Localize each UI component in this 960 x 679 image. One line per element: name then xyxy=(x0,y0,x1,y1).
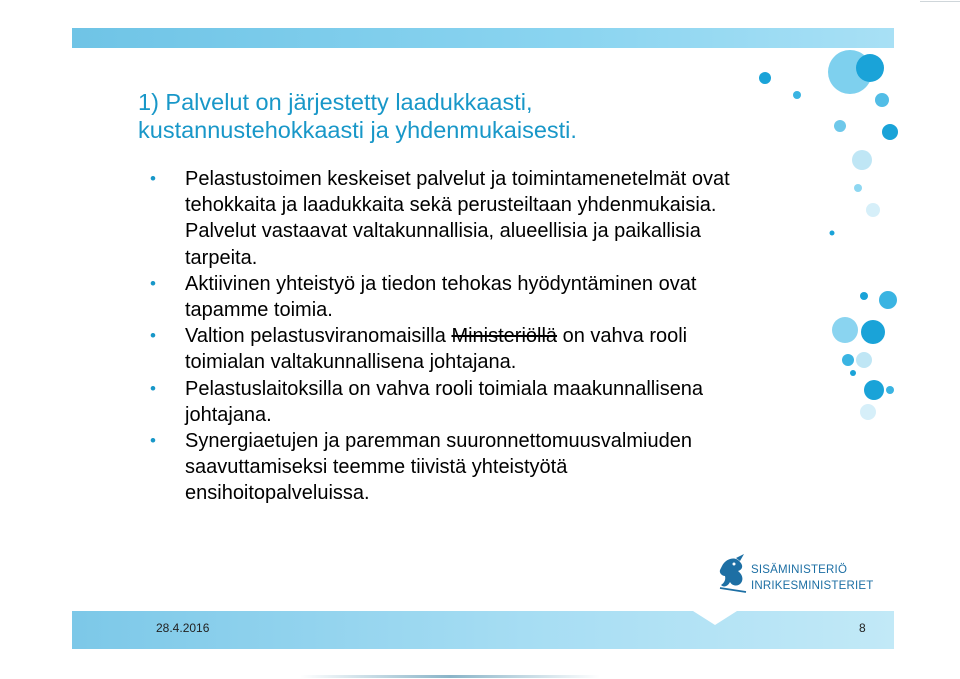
logo-line-2: INRIKESMINISTERIET xyxy=(751,580,874,592)
dot xyxy=(861,320,885,344)
bullet-icon: • xyxy=(150,273,156,293)
title-line-2: kustannustehokkaasti ja yhdenmukaisesti. xyxy=(138,117,577,143)
bullet-list xyxy=(150,166,800,507)
footer-notch xyxy=(693,611,737,625)
bullet-icon: • xyxy=(150,326,156,346)
dot xyxy=(886,386,894,394)
top-rule xyxy=(920,1,960,2)
bullet-text: ensihoitopalveluissa. xyxy=(185,482,370,505)
bullet-text-part: Valtion pelastusviranomaisilla xyxy=(185,325,452,348)
bullet-text: johtajana. xyxy=(185,403,272,426)
dot xyxy=(793,91,801,99)
dot xyxy=(875,93,889,107)
bottom-strip xyxy=(300,675,600,678)
dot xyxy=(856,54,884,82)
dot xyxy=(882,124,898,140)
dot xyxy=(842,354,854,366)
bullet-item-3 xyxy=(150,323,800,375)
bullet-text-part: on vahva rooli xyxy=(557,325,688,348)
bullet-text: saavuttamiseksi teemme tiivistä yhteistyötä xyxy=(185,456,568,479)
bullet-icon: • xyxy=(150,169,156,188)
struck-text: Ministeriöllä xyxy=(451,325,558,348)
bullet-item-4 xyxy=(150,376,800,428)
lion-crest-icon xyxy=(716,552,750,596)
dot xyxy=(860,404,876,420)
bullet-text: Synergiaetujen ja paremman suuronnettomuusvalmiuden xyxy=(185,430,692,453)
bullet-text: Aktiivinen yhteistyö ja tiedon tehokas hyödyntäminen ovat xyxy=(185,272,697,295)
dot xyxy=(834,120,846,132)
dot xyxy=(860,292,868,300)
bullet-item-5 xyxy=(150,428,800,507)
dot xyxy=(856,352,872,368)
dot xyxy=(879,291,897,309)
bullet-text: tarpeita. xyxy=(185,246,258,269)
bullet-text: Pelastuslaitoksilla on vahva rooli toimiala maakunnallisena xyxy=(185,377,704,400)
logo-line-1: SISÄMINISTERIÖ xyxy=(751,564,848,576)
page-number: 8 xyxy=(859,621,866,635)
bullet-icon: • xyxy=(150,378,156,398)
bullet-item-1 xyxy=(150,166,800,271)
bullet-text: toimialan valtakunnallisena johtajana. xyxy=(185,351,517,374)
dot xyxy=(854,184,862,192)
slide-title xyxy=(138,88,778,144)
bullet-text: Pelastustoimen keskeiset palvelut ja toimintamenetelmät ovat xyxy=(185,168,730,190)
logo-text xyxy=(751,562,873,594)
bullet-icon: • xyxy=(150,431,156,451)
dot xyxy=(852,150,872,170)
dot xyxy=(866,203,880,217)
dot xyxy=(832,317,858,343)
ministry-logo xyxy=(716,550,876,600)
dot xyxy=(850,370,856,376)
bullet-text: tapamme toimia. xyxy=(185,299,333,322)
bullet-text xyxy=(185,323,800,349)
dot xyxy=(830,231,835,236)
dot xyxy=(759,72,771,84)
title-line-1: 1) Palvelut on järjestetty laadukkaasti, xyxy=(138,89,533,115)
bullet-item-2 xyxy=(150,271,800,323)
dot xyxy=(864,380,884,400)
footer-date: 28.4.2016 xyxy=(156,621,210,635)
bullet-text: Palvelut vastaavat valtakunnallisia, alueellisia ja paikallisia xyxy=(185,220,701,243)
bullet-text: tehokkaita ja laadukkaita sekä perusteiltaan yhdenmukaisia. xyxy=(185,194,717,217)
